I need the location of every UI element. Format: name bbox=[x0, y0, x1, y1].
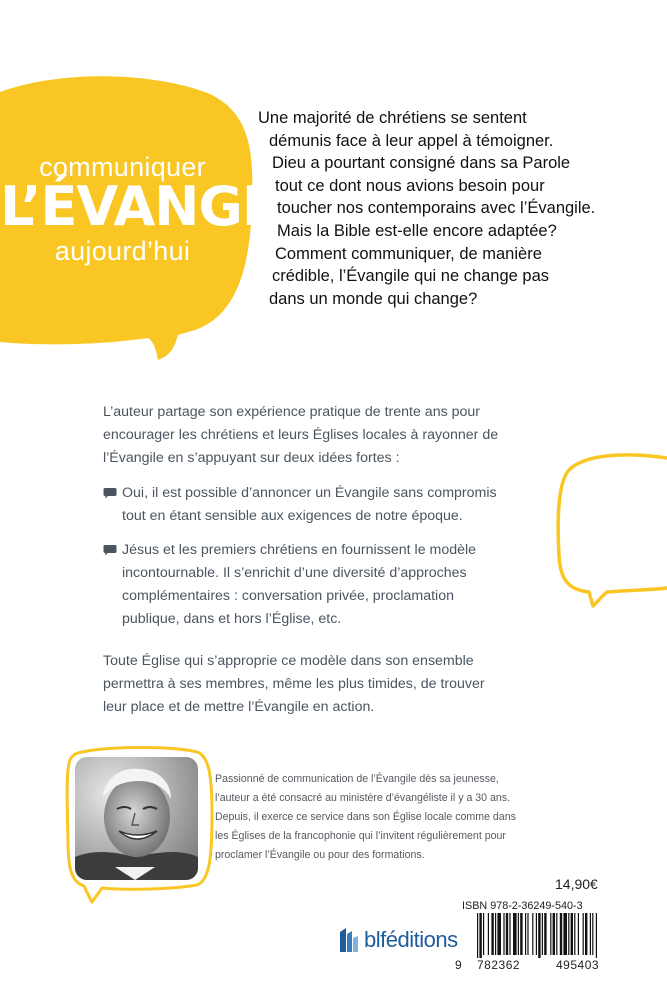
barcode-bar bbox=[596, 913, 597, 958]
barcode-bar bbox=[495, 913, 496, 955]
barcode-bar bbox=[592, 913, 593, 955]
barcode-bar bbox=[506, 913, 508, 955]
barcode-bar bbox=[542, 913, 543, 955]
bio-line: les Églises de la francophonie qui l’invitent régulièrement pour bbox=[215, 830, 506, 842]
barcode-bar bbox=[560, 913, 562, 955]
bio-line: Depuis, il exerce ce service dans son Église locale comme dans bbox=[215, 811, 516, 823]
paragraph-line: Toute Église qui s’approprie ce modèle dans son ensemble bbox=[103, 653, 474, 669]
price: 14,90€ bbox=[555, 876, 598, 892]
barcode-bar bbox=[497, 913, 501, 955]
decorative-speech-bubble bbox=[555, 440, 667, 620]
bullet-item bbox=[103, 539, 543, 631]
barcode-bar bbox=[488, 913, 489, 955]
barcode-bar bbox=[553, 913, 555, 955]
barcode-bar bbox=[503, 913, 504, 955]
paragraph-line: permettra à ses membres, même les plus timides, de trouver bbox=[103, 676, 485, 692]
bullet-line: incontournable. Il s’enrichit d’une diversité d’approches bbox=[122, 565, 467, 581]
intro-line: crédible, l’Évangile qui ne change pas bbox=[272, 267, 550, 286]
barcode-digit-first: 9 bbox=[455, 958, 463, 972]
barcode-digits-right: 495403 bbox=[556, 958, 600, 972]
title-line-communiquer: communiquer bbox=[39, 152, 206, 182]
bullet-line: Jésus et les premiers chrétiens en fournissent le modèle bbox=[122, 542, 477, 558]
intro-line: Comment communiquer, de manière bbox=[275, 244, 542, 263]
intro-line: dans un monde qui change? bbox=[269, 289, 478, 308]
author-bio bbox=[215, 770, 627, 865]
bio-line: l’auteur a été consacré au ministère d’évangéliste il y a 30 ans. bbox=[215, 792, 511, 804]
barcode-bar bbox=[479, 913, 481, 958]
intro-text bbox=[258, 107, 658, 310]
intro-line: Une majorité de chrétiens se sentent bbox=[258, 109, 527, 127]
title-line-evangile: L’ÉVANGILE bbox=[0, 175, 331, 238]
barcode-bar bbox=[520, 913, 522, 955]
author-photo bbox=[75, 757, 198, 880]
paragraph-line: encourager les chrétiens et leurs Églises locales à rayonner de bbox=[103, 427, 499, 443]
barcode-bar bbox=[556, 913, 557, 955]
intro-line: Dieu a pourtant consigné dans sa Parole bbox=[272, 154, 571, 173]
barcode-digits-left: 782362 bbox=[477, 958, 521, 972]
barcode-bar bbox=[491, 913, 493, 955]
speech-bubble-icon bbox=[103, 487, 117, 499]
closing-paragraph bbox=[103, 650, 533, 719]
bio-line: proclamer l’Évangile ou pour des formations. bbox=[215, 849, 425, 861]
barcode-bar bbox=[538, 913, 540, 958]
intro-line: démunis face à leur appel à témoigner. bbox=[269, 131, 554, 150]
barcode-bar bbox=[518, 913, 519, 955]
barcode-bar bbox=[527, 913, 528, 955]
bullet-line: complémentaires : conversation privée, proclamation bbox=[122, 588, 454, 604]
title-line-aujourdhui: aujourd’hui bbox=[54, 236, 191, 266]
barcode-bar bbox=[544, 913, 546, 955]
barcode-bar bbox=[568, 913, 569, 955]
bullet-line: tout en étant sensible aux exigences de notre époque. bbox=[122, 508, 463, 524]
paragraph-line: L’auteur partage son expérience pratique de trente ans pour bbox=[103, 404, 481, 420]
bio-line: Passionné de communication de l’Évangile dès sa jeunesse, bbox=[215, 773, 499, 785]
barcode-bar bbox=[477, 913, 478, 958]
barcode-bar bbox=[583, 913, 584, 955]
bullet-line: publique, dans et hors l’Église, etc. bbox=[122, 611, 342, 627]
barcode-bar bbox=[574, 913, 575, 955]
barcode-bar bbox=[550, 913, 551, 955]
paragraph-line: leur place et de mettre l’Évangile en action. bbox=[103, 699, 375, 715]
barcode-bar bbox=[563, 913, 567, 955]
bullet-line: Oui, il est possible d’annoncer un Évangile sans compromis bbox=[122, 485, 497, 501]
intro-line: Mais la Bible est-elle encore adaptée? bbox=[277, 221, 557, 240]
publisher-logo bbox=[338, 925, 458, 955]
barcode-bar bbox=[532, 913, 533, 955]
summary-paragraph bbox=[103, 401, 533, 470]
barcode-bar bbox=[525, 913, 526, 955]
barcode bbox=[455, 913, 635, 958]
barcode-bar bbox=[578, 913, 579, 955]
barcode-bar bbox=[483, 913, 484, 955]
barcode-bar bbox=[513, 913, 517, 955]
publisher-name: blféditions bbox=[364, 927, 458, 952]
isbn: ISBN 978-2-36249-540-3 bbox=[462, 900, 583, 912]
barcode-bar bbox=[509, 913, 510, 955]
barcode-bar bbox=[585, 913, 587, 955]
barcode-bar bbox=[536, 913, 537, 955]
intro-line: toucher nos contemporains avec l’Évangile. bbox=[277, 199, 596, 218]
bullet-item bbox=[103, 482, 543, 528]
intro-line: tout ce dont nous avions besoin pour bbox=[275, 176, 545, 195]
speech-bubble-icon bbox=[103, 544, 117, 556]
book-stack-icon bbox=[338, 926, 360, 954]
barcode-bar bbox=[590, 913, 591, 955]
paragraph-line: l’Évangile en s’appuyant sur deux idées fortes : bbox=[103, 450, 400, 466]
barcode-bar bbox=[571, 913, 573, 955]
